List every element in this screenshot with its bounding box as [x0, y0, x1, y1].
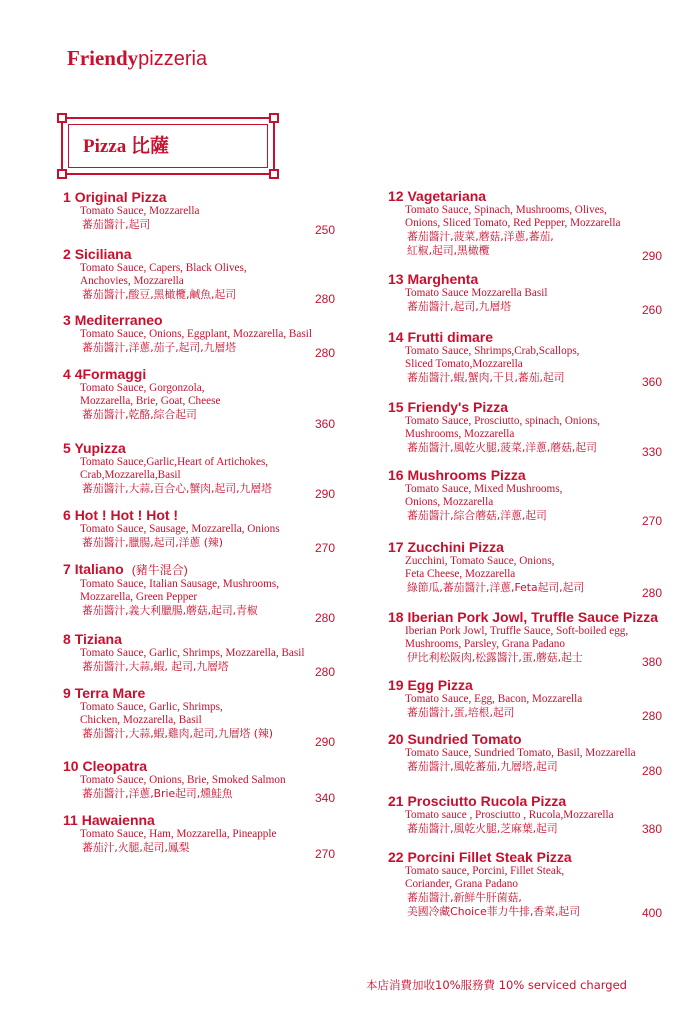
item-price: 280 — [641, 764, 662, 778]
item-name — [63, 312, 338, 328]
item-description-en: Tomato Sauce, Gorgonzola, Mozzarella, Brie, Goat, Cheese — [80, 382, 221, 407]
item-name — [388, 793, 666, 809]
item-name — [63, 507, 338, 523]
item-title: Vagetariana — [407, 188, 487, 204]
item-price: 270 — [314, 847, 335, 861]
banner-corner-bl — [57, 169, 67, 179]
item-price: 400 — [641, 906, 662, 920]
item-price: 290 — [641, 249, 662, 263]
item-price: 290 — [314, 487, 335, 501]
item-price: 270 — [314, 541, 335, 555]
item-description-zh: 蕃茄醬汁,風乾火腿,芝麻葉,起司 — [407, 822, 558, 835]
menu-item — [63, 312, 338, 360]
banner-corner-br — [269, 169, 279, 179]
item-description-en: Zucchini, Tomato Sauce, Onions, Feta Cheese, Mozzarella — [405, 555, 555, 580]
item-description-zh: 蕃茄醬汁,蝦,蟹肉,干貝,蕃茄,起司 — [407, 371, 565, 384]
item-title: Original Pizza — [74, 189, 167, 205]
section-title: Pizza 比薩 — [83, 136, 170, 157]
item-title: Terra Mare — [74, 685, 146, 701]
item-description-en: Tomato Sauce,Garlic,Heart of Artichokes, Crab,Mozzarella,Basil — [80, 456, 269, 481]
item-title: Egg Pizza — [407, 677, 473, 693]
item-price: 380 — [641, 655, 662, 669]
item-price: 360 — [641, 375, 662, 389]
section-banner — [61, 117, 275, 175]
item-name — [63, 440, 338, 456]
menu-item — [63, 758, 338, 805]
item-price: 290 — [314, 735, 335, 749]
item-description-en: Tomato Sauce, Egg, Bacon, Mozzarella — [405, 693, 583, 705]
item-price: 260 — [641, 303, 662, 317]
item-price: 280 — [314, 611, 335, 625]
item-description-zh: 蕃茄醬汁,蛋,培根,起司 — [407, 706, 515, 719]
item-price: 280 — [314, 292, 335, 306]
item-price: 280 — [314, 346, 335, 360]
item-number: 9 — [63, 685, 71, 701]
item-number: 15 — [388, 399, 404, 415]
item-description-en: Tomato Sauce, Sundried Tomato, Basil, Mozzarella — [405, 747, 636, 759]
service-charge-note: 本店消費加收10%服務費 10% serviced charged — [366, 978, 627, 992]
menu-item — [388, 329, 666, 389]
menu-item — [388, 677, 666, 723]
menu-item — [63, 507, 338, 555]
item-title: Prosciutto Rucola Pizza — [407, 793, 567, 809]
item-number: 4 — [63, 366, 71, 382]
brand-logo — [67, 46, 207, 71]
item-number: 2 — [63, 246, 71, 262]
item-name — [63, 189, 338, 205]
item-description-zh: 蕃茄醬汁,大蒜,蝦,雞肉,起司,九層塔 (辣) — [82, 727, 273, 740]
item-name — [63, 758, 338, 774]
item-description-zh: 蕃茄醬汁,大蒜,百合心,蟹肉,起司,九層塔 — [82, 482, 272, 495]
item-name — [388, 329, 666, 345]
item-number: 12 — [388, 188, 404, 204]
item-number: 8 — [63, 631, 71, 647]
item-title: 4Formaggi — [74, 366, 147, 382]
item-number: 21 — [388, 793, 404, 809]
item-number: 22 — [388, 849, 404, 865]
item-title: Italiano — [74, 561, 124, 577]
item-title: Yupizza — [74, 440, 126, 456]
item-description-en: Tomato Sauce, Mixed Mushrooms, Onions, Mozzarella — [405, 483, 563, 508]
item-price: 280 — [314, 665, 335, 679]
item-description-zh: 蕃茄醬汁,臘腸,起司,洋蔥 (辣) — [82, 536, 223, 549]
item-title: Marghenta — [407, 271, 479, 287]
item-description-zh: 蕃茄醬汁,起司,九層塔 — [407, 300, 512, 313]
item-description-en: Tomato sauce , Prosciutto , Rucola,Mozzarella — [405, 809, 614, 821]
item-title: Hot ! Hot ! Hot ! — [74, 507, 179, 523]
item-number: 6 — [63, 507, 71, 523]
banner-corner-tr — [269, 113, 279, 123]
item-price: 340 — [314, 791, 335, 805]
menu-item — [388, 467, 666, 528]
item-name — [388, 849, 666, 865]
item-description-en: Tomato Sauce, Garlic, Shrimps, Mozzarella, Basil — [80, 647, 305, 659]
item-description-en: Tomato Sauce, Ham, Mozzarella, Pineapple — [80, 828, 277, 840]
item-number: 3 — [63, 312, 71, 328]
item-description-en: Tomato sauce, Porcini, Fillet Steak, Coriander, Grana Padano — [405, 865, 565, 890]
item-description-en: Tomato Sauce, Sausage, Mozzarella, Onions — [80, 523, 280, 535]
item-title: Iberian Pork Jowl, Truffle Sauce Pizza — [407, 609, 658, 625]
menu-item — [63, 812, 338, 861]
item-name — [388, 609, 666, 625]
item-price: 250 — [314, 223, 335, 237]
item-number: 10 — [63, 758, 79, 774]
item-name — [63, 631, 338, 647]
item-title: Siciliana — [74, 246, 132, 262]
item-description-zh: 蕃茄醬汁,大蒜,蝦, 起司,九層塔 — [82, 660, 229, 673]
item-description-en: Tomato Sauce, Garlic, Shrimps, Chicken, Mozzarella, Basil — [80, 701, 223, 726]
item-description-zh: 蕃茄醬汁,風乾火腿,菠菜,洋蔥,蘑菇,起司 — [407, 441, 597, 454]
item-description-zh: 蕃茄醬汁,乾酪,綜合起司 — [82, 408, 197, 421]
item-description-en: Tomato Sauce, Onions, Brie, Smoked Salmon — [80, 774, 286, 786]
item-title: Zucchini Pizza — [407, 539, 504, 555]
item-number: 19 — [388, 677, 404, 693]
item-title: Tiziana — [74, 631, 122, 647]
menu-item — [63, 685, 338, 749]
menu-item — [63, 366, 338, 431]
item-description-en: Tomato Sauce, Spinach, Mushrooms, Olives, Onions, Sliced Tomato, Red Pepper, Mozzarella — [405, 204, 621, 229]
menu-item — [388, 731, 666, 778]
item-description-en: Tomato Sauce, Mozzarella — [80, 205, 200, 217]
item-number: 16 — [388, 467, 404, 483]
item-number: 7 — [63, 561, 71, 577]
item-price: 330 — [641, 445, 662, 459]
menu-item — [388, 609, 666, 669]
menu-item — [63, 631, 338, 679]
item-number: 13 — [388, 271, 404, 287]
item-name — [388, 731, 666, 747]
item-zh-note: (豬牛混合) — [131, 563, 188, 577]
item-title: Friendy's Pizza — [407, 399, 509, 415]
item-description-en: Tomato Sauce Mozzarella Basil — [405, 287, 548, 299]
item-name — [388, 399, 666, 415]
item-name — [388, 467, 666, 483]
item-description-zh: 蕃茄醬汁,義大利臘腸,蘑菇,起司,青椒 — [82, 604, 258, 617]
item-name — [63, 812, 338, 828]
item-price: 270 — [641, 514, 662, 528]
banner-corner-tl — [57, 113, 67, 123]
item-price: 380 — [641, 822, 662, 836]
item-number: 11 — [63, 812, 78, 828]
menu-item — [388, 793, 666, 836]
item-name — [63, 366, 338, 382]
menu-item — [388, 188, 666, 263]
brand-light: pizzeria — [138, 48, 208, 70]
item-price: 280 — [641, 709, 662, 723]
item-title: Cleopatra — [82, 758, 148, 774]
item-description-zh: 蕃茄醬汁,洋蔥,茄子,起司,九層塔 — [82, 341, 237, 354]
menu-item — [388, 399, 666, 459]
item-description-zh: 蕃茄醬汁,菠菜,蘑菇,洋蔥,蕃茄, 紅椒,起司,黑橄欖 — [407, 230, 554, 257]
item-number: 20 — [388, 731, 404, 747]
item-title: Mushrooms Pizza — [407, 467, 526, 483]
item-description-zh: 蕃茄醬汁,酸豆,黑橄欖,鹹魚,起司 — [82, 288, 237, 301]
item-description-en: Tomato Sauce, Shrimps,Crab,Scallops, Sliced Tomato,Mozzarella — [405, 345, 580, 370]
item-price: 280 — [641, 586, 662, 600]
item-name — [63, 561, 338, 578]
item-number: 5 — [63, 440, 71, 456]
item-description-zh: 伊比利松阪肉,松露醬汁,蛋,蘑菇,起士 — [407, 651, 583, 664]
item-number: 17 — [388, 539, 404, 555]
item-name — [388, 188, 666, 204]
menu-item — [63, 440, 338, 501]
item-description-en: Tomato Sauce, Prosciutto, spinach, Onions, Mushrooms, Mozzarella — [405, 415, 600, 440]
item-name — [63, 246, 338, 262]
item-name — [388, 271, 666, 287]
item-name — [63, 685, 338, 701]
item-price: 360 — [314, 417, 335, 431]
menu-item — [63, 246, 338, 306]
item-description-zh: 蕃茄醬汁,新鮮牛肝菌菇, 美國冷藏Choice菲力牛排,香菜,起司 — [407, 891, 580, 918]
item-description-zh: 蕃茄醬汁,洋蔥,Brie起司,燻鮭魚 — [82, 787, 233, 800]
item-description-en: Iberian Pork Jowl, Truffle Sauce, Soft-boiled egg, Mushrooms, Parsley, Grana Padano — [405, 625, 629, 650]
item-description-zh: 蕃茄醬汁,風乾蕃茄,九層塔,起司 — [407, 760, 558, 773]
item-description-en: Tomato Sauce, Capers, Black Olives, Anchovies, Mozzarella — [80, 262, 247, 287]
item-description-zh: 蕃茄醬汁,綜合蘑菇,洋蔥,起司 — [407, 509, 547, 522]
menu-item — [63, 189, 338, 237]
item-title: Mediterraneo — [74, 312, 163, 328]
item-description-zh: 綠節瓜,蕃茄醬汁,洋蔥,Feta起司,起司 — [407, 581, 585, 594]
item-title: Frutti dimare — [407, 329, 494, 345]
menu-item — [388, 271, 666, 317]
menu-item — [388, 539, 666, 600]
item-description-zh: 蕃茄醬汁,起司 — [82, 218, 151, 231]
item-number: 18 — [388, 609, 404, 625]
item-number: 14 — [388, 329, 404, 345]
item-description-en: Tomato Sauce, Italian Sausage, Mushrooms, Mozzarella, Green Pepper — [80, 578, 279, 603]
item-title: Sundried Tomato — [407, 731, 522, 747]
item-description-en: Tomato Sauce, Onions, Eggplant, Mozzarella, Basil — [80, 328, 312, 340]
item-name — [388, 677, 666, 693]
item-name — [388, 539, 666, 555]
item-description-zh: 蕃茄汁,火腿,起司,鳳梨 — [82, 841, 190, 854]
item-title: Porcini Fillet Steak Pizza — [407, 849, 572, 865]
item-number: 1 — [63, 189, 71, 205]
menu-item — [388, 849, 666, 919]
item-title: Hawaienna — [81, 812, 155, 828]
menu-item — [63, 561, 338, 625]
brand-bold: Friendy — [67, 46, 139, 70]
